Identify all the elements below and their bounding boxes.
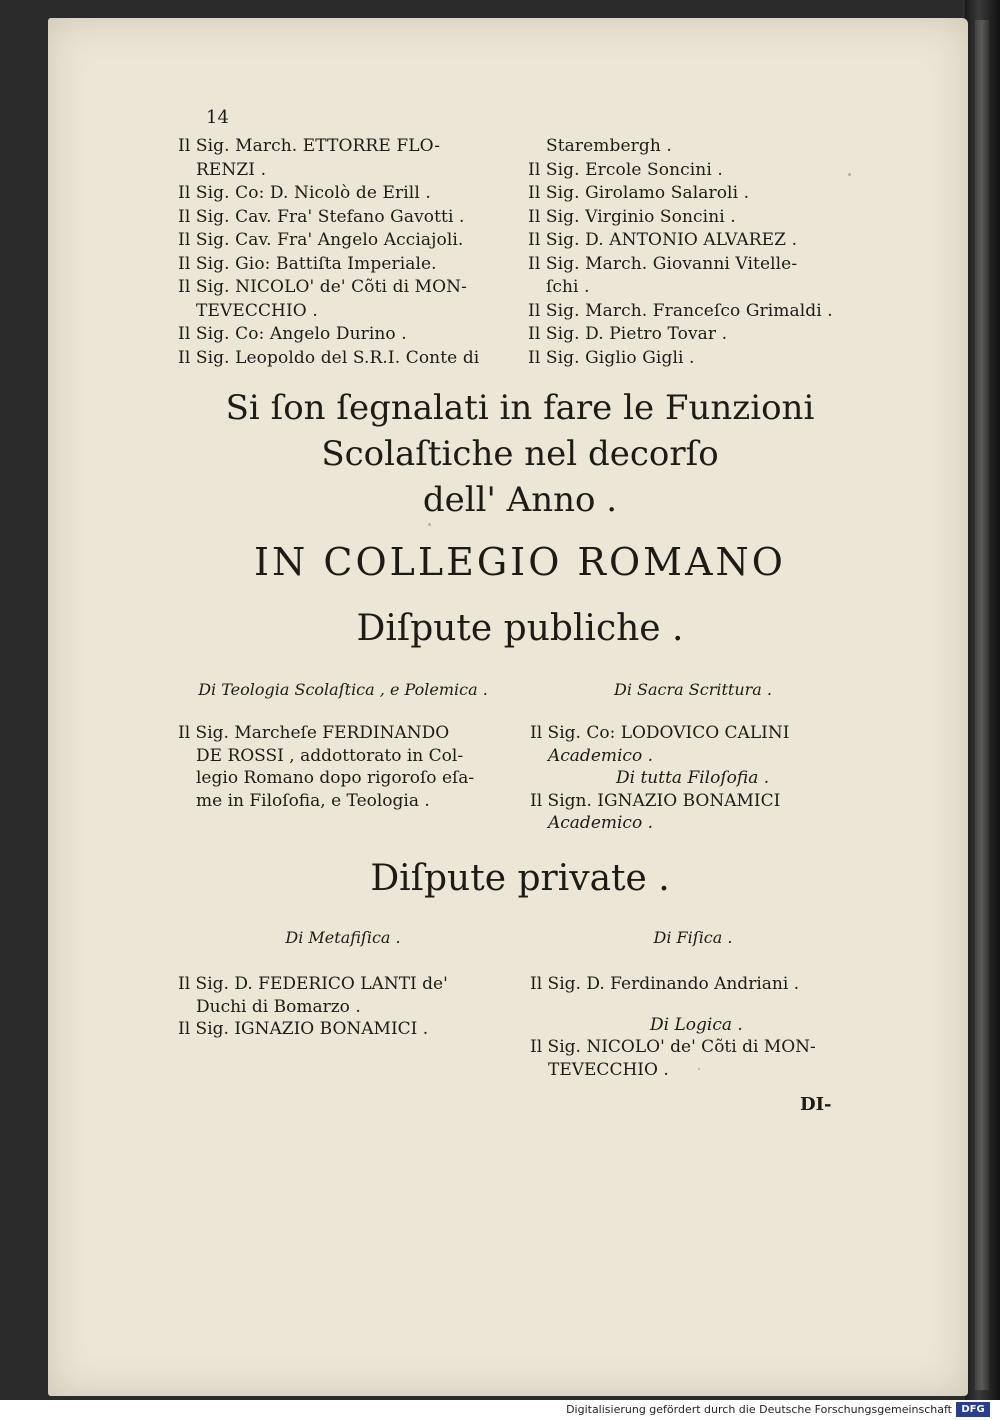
section-heading-line-1: Si ſon ſegnalati in fare le Funzioni — [225, 388, 815, 428]
private-left-entry — [178, 973, 518, 1041]
catchword: DI- — [800, 1094, 832, 1115]
list-line: Starembergh . — [546, 136, 672, 156]
private-disputes-title: Diſpute private . — [370, 858, 670, 899]
entry-line: TEVECCHIO . — [548, 1059, 669, 1080]
entry-line: Il Sig. D. FEDERICO LANTI de' — [178, 974, 448, 994]
list-line: Il Sig. Leopoldo del S.R.I. Conte di — [178, 347, 480, 368]
public-left-entry — [178, 722, 518, 812]
entry-line: Academico . — [548, 745, 653, 766]
entry-line: legio Romano dopo rigoroſo eſa- — [196, 768, 475, 788]
list-line: Il Sig. NICOLO' de' Cõti di MON- — [178, 277, 467, 297]
public-right-subhead-2: Di tutta Filoſofia . — [616, 768, 770, 788]
book-spine-edge — [975, 20, 989, 1390]
entry-line: Il Sign. IGNAZIO BONAMICI — [530, 790, 781, 811]
private-left-subhead: Di Metafiſica . — [285, 928, 401, 947]
list-line: Il Sig. Virginio Soncini . — [528, 206, 736, 227]
list-line: Il Sig. Girolamo Salaroli . — [528, 183, 750, 203]
paper-speck — [428, 523, 431, 526]
page-number: 14 — [206, 107, 229, 128]
entry-line: Duchi di Bomarzo . — [196, 996, 361, 1017]
list-line: Il Sig. Co: Angelo Durino . — [178, 324, 407, 344]
entry-line: Academico . — [548, 813, 653, 833]
list-line: Il Sig. March. Giovanni Vitelle- — [528, 253, 798, 274]
section-heading-line-3: dell' Anno . — [422, 480, 618, 520]
section-heading-line-2: Scolaſtiche nel decorſo — [321, 434, 719, 474]
footer-credit: Digitalisierung gefördert durch die Deutsche Forschungsgemeinschaft — [566, 1403, 952, 1416]
college-title: IN COLLEGIO ROMANO — [254, 540, 786, 584]
dfg-logo: DFG — [956, 1402, 990, 1417]
public-disputes-title: Diſpute publiche . — [356, 608, 684, 649]
list-line: RENZI . — [196, 159, 267, 180]
list-line: Il Sig. Cav. Fra' Angelo Acciajoli. — [178, 230, 464, 250]
list-line: TEVECCHIO . — [196, 300, 318, 321]
list-line: Il Sig. Cav. Fra' Stefano Gavotti . — [178, 206, 465, 227]
private-right-subhead: Di Fiſica . — [653, 928, 733, 947]
list-line: Il Sig. Ercole Soncini . — [528, 159, 723, 180]
top-left-column — [178, 135, 508, 370]
entry-line: Il Sig. IGNAZIO BONAMICI . — [178, 1019, 429, 1039]
entry-line: Il Sig. Co: LODOVICO CALINI — [530, 723, 790, 743]
top-right-column — [528, 135, 858, 370]
public-right-subhead: Di Sacra Scrittura . — [614, 680, 772, 699]
entry-line: DE ROSSI , addottorato in Col- — [196, 745, 464, 766]
entry-line: Il Sig. NICOLO' de' Cõti di MON- — [530, 1037, 816, 1057]
private-right-entry — [530, 973, 870, 1081]
list-line: Il Sig. D. Pietro Tovar . — [528, 324, 728, 344]
list-line: Il Sig. March. ETTORRE FLO- — [178, 136, 441, 156]
footer-bar — [0, 1400, 1000, 1420]
entry-line: Il Sig. Marcheſe FERDINANDO — [178, 723, 450, 743]
entry-line: Il Sig. D. Ferdinando Andriani . — [530, 974, 800, 994]
list-line: Il Sig. March. Franceſco Grimaldi . — [528, 300, 833, 321]
private-right-subhead-2: Di Logica . — [650, 1014, 743, 1035]
list-line: Il Sig. D. ANTONIO ALVAREZ . — [528, 230, 798, 250]
entry-line: me in Filoſofia, e Teologia . — [196, 790, 430, 811]
public-left-subhead: Di Teologia Scolaſtica , e Polemica . — [198, 680, 488, 699]
public-right-entry — [530, 722, 870, 835]
list-line: ſchi . — [546, 277, 590, 297]
list-line: Il Sig. Co: D. Nicolò de Erill . — [178, 183, 431, 203]
list-line: Il Sig. Giglio Gigli . — [528, 347, 695, 368]
list-line: Il Sig. Gio: Battiſta Imperiale. — [178, 253, 437, 274]
